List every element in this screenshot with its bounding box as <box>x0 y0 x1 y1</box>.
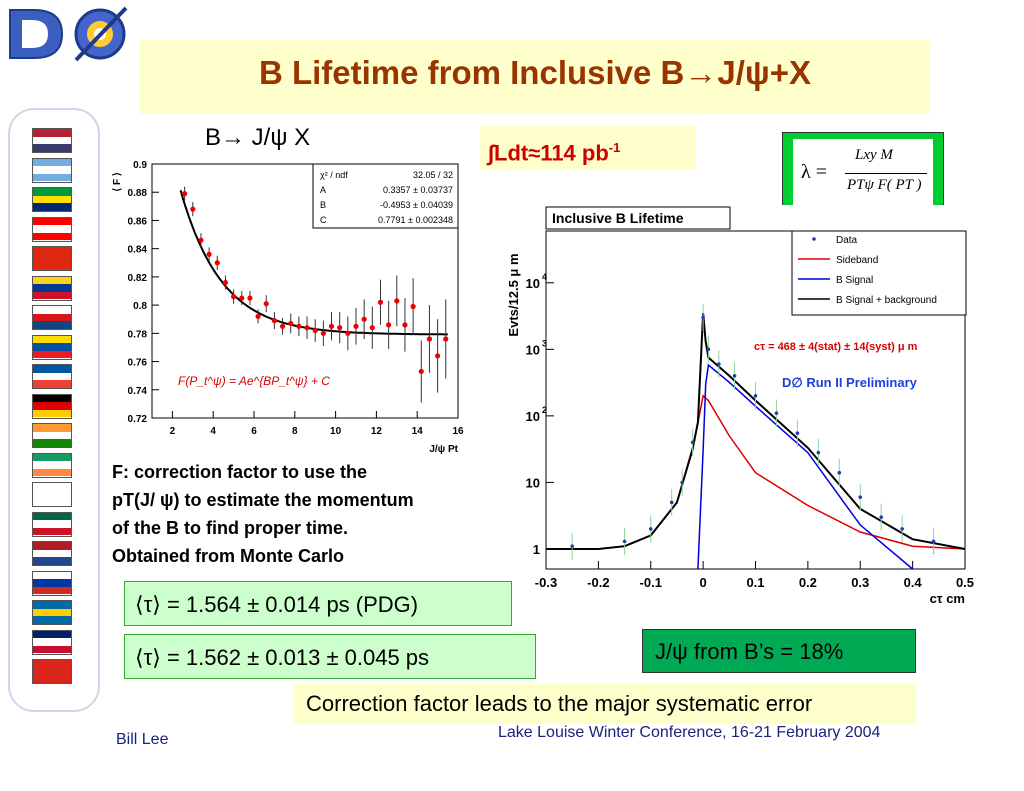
y-tick-label: 0.86 <box>127 216 147 228</box>
title-banner <box>140 40 930 114</box>
x-tick-label: 0.2 <box>798 575 817 590</box>
data-point <box>304 325 309 330</box>
formula-numerator: Lxy M <box>855 147 893 163</box>
flag-stripe <box>33 343 71 351</box>
y-tick-label: 0.74 <box>127 385 147 397</box>
luminosity-box <box>480 126 696 170</box>
y-tick-label: 0.88 <box>127 188 147 200</box>
data-point <box>900 527 904 531</box>
flag-stripe <box>33 336 71 344</box>
correction-note <box>112 458 512 570</box>
legend-label: Data <box>836 235 858 246</box>
flag-stripe <box>33 528 71 536</box>
flag-stripe <box>33 542 71 550</box>
flag-stripe <box>33 616 71 624</box>
data-point <box>198 238 203 243</box>
flag-stripe <box>33 550 71 558</box>
measured-lifetime-box: ⟨τ⟩ = 1.562 ± 0.013 ± 0.045 ps <box>124 634 536 679</box>
data-point <box>796 431 800 435</box>
note-line: of the B to find proper time. <box>112 518 348 538</box>
argentina-flag <box>32 158 72 183</box>
data-point <box>370 325 375 330</box>
data-point <box>717 362 721 366</box>
formula-lhs: λ = <box>801 161 827 183</box>
data-point <box>701 316 705 320</box>
y-tick-label: 10 <box>525 475 540 491</box>
stat-value: 0.3357 ± 0.03737 <box>382 185 453 195</box>
formula-denominator: PTψ F( PT ) <box>847 177 922 193</box>
mexico-flag <box>32 512 72 537</box>
data-point <box>443 336 448 341</box>
flag-stripe <box>33 129 71 137</box>
lifetime-result-annotation: cτ = 468 ± 4(stat) ± 14(syst) μ m <box>754 341 918 353</box>
reaction-label: B→ J/ψ X <box>205 124 311 151</box>
colombia-flag <box>32 276 72 301</box>
flag-stripe <box>33 373 71 381</box>
stat-name: C <box>320 215 327 225</box>
y-tick-label: 0.72 <box>127 414 147 425</box>
data-point <box>879 515 883 519</box>
flag-stripe <box>33 306 71 314</box>
y-tick-exponent: 3 <box>542 338 548 349</box>
flag-stripe <box>33 233 71 241</box>
stat-name: χ² / ndf <box>320 170 348 180</box>
y-tick-label: 10 <box>525 342 540 358</box>
data-point <box>231 294 236 299</box>
flag-sidebar <box>8 108 100 712</box>
data-point <box>707 348 711 352</box>
note-line: pT(J/ ψ) to estimate the momentum <box>112 490 414 510</box>
y-axis-label: Evts/12.5 μ m <box>506 253 521 337</box>
x-tick-label: 2 <box>169 426 176 437</box>
luminosity-exponent: -1 <box>608 140 621 155</box>
data-point <box>345 331 350 336</box>
flag-stripe <box>33 461 71 469</box>
data-point <box>255 314 260 319</box>
data-point <box>329 324 334 329</box>
legend-marker <box>812 237 816 241</box>
preliminary-label: D∅ Run II Preliminary <box>782 375 917 390</box>
stat-value: -0.4953 ± 0.04039 <box>380 200 453 210</box>
uk-flag <box>32 630 72 655</box>
flag-stripe <box>33 483 71 491</box>
x-tick-label: 0.5 <box>955 575 975 590</box>
data-point <box>858 495 862 499</box>
data-point <box>733 374 737 378</box>
flag-stripe <box>33 262 71 270</box>
data-point <box>239 295 244 300</box>
y-tick-label: 0.9 <box>133 160 147 171</box>
flag-stripe <box>33 321 71 329</box>
flag-stripe <box>33 660 71 668</box>
data-point <box>817 451 821 455</box>
note-line: Obtained from Monte Carlo <box>112 546 345 566</box>
flag-stripe <box>33 572 71 580</box>
data-point <box>272 318 277 323</box>
india-flag <box>32 423 72 448</box>
pdg-lifetime-box: ⟨τ⟩ = 1.564 ± 0.014 ps (PDG) <box>124 581 512 626</box>
data-point <box>353 324 358 329</box>
chart1-stats-box <box>313 164 458 228</box>
flag-stripe <box>33 218 71 226</box>
x-tick-label: 0.1 <box>746 575 765 590</box>
systematic-note-box: Correction factor leads to the major systematic error <box>294 684 916 724</box>
flag-stripe <box>33 174 71 182</box>
flag-stripe <box>33 631 71 639</box>
data-point <box>313 328 318 333</box>
x-tick-label: 16 <box>452 426 464 437</box>
y-tick-label: 0.76 <box>127 357 147 369</box>
flag-stripe <box>33 513 71 521</box>
flag-stripe <box>33 579 71 587</box>
flag-stripe <box>33 469 71 477</box>
flag-stripe <box>33 410 71 418</box>
flag-stripe <box>33 380 71 388</box>
flag-stripe <box>33 144 71 152</box>
formula-panel <box>793 139 933 207</box>
y-tick-label: 10 <box>525 408 540 424</box>
flag-stripe <box>33 365 71 373</box>
data-point <box>394 298 399 303</box>
correction-factor-chart <box>108 152 472 458</box>
formula-box <box>782 132 944 214</box>
usa-flag <box>32 128 72 153</box>
flag-stripe <box>33 247 71 255</box>
flag-stripe <box>33 454 71 462</box>
flag-stripe <box>33 601 71 609</box>
data-point <box>362 317 367 322</box>
flag-stripe <box>33 225 71 233</box>
flag-stripe <box>33 351 71 359</box>
x-tick-label: 6 <box>251 426 257 437</box>
data-point <box>280 324 285 329</box>
data-point <box>427 336 432 341</box>
flag-stripe <box>33 137 71 145</box>
y-tick-label: 0.84 <box>127 244 147 256</box>
flag-stripe <box>33 439 71 447</box>
conference-name: Lake Louise Winter Conference, 16-21 February 2004 <box>498 724 881 741</box>
x-axis-label: J/ψ Pt <box>429 444 458 455</box>
data-point <box>207 252 212 257</box>
x-tick-label: 10 <box>330 426 342 437</box>
y-axis-label: ⟨ F ⟩ <box>112 172 123 192</box>
vietnam-flag <box>32 659 72 684</box>
lifetime-chart <box>500 205 990 605</box>
flag-stripe <box>33 395 71 403</box>
x-axis-label: cτ cm <box>929 591 965 605</box>
sweden-flag <box>32 600 72 625</box>
flag-stripe <box>33 675 71 683</box>
brazil-flag <box>32 187 72 212</box>
x-tick-label: 0.4 <box>903 575 922 590</box>
data-point <box>247 295 252 300</box>
data-point <box>402 322 407 327</box>
legend-label: Sideband <box>836 255 879 266</box>
france-flag <box>32 364 72 389</box>
jpsi-fraction-box: J/ψ from B’s = 18% <box>642 629 916 673</box>
x-tick-label: 14 <box>411 426 423 437</box>
flag-stripe <box>33 277 71 285</box>
y-tick-exponent: 4 <box>542 271 548 282</box>
data-point <box>623 540 627 544</box>
flag-stripe <box>33 292 71 300</box>
chart2-legend <box>792 231 966 315</box>
data-point <box>321 331 326 336</box>
flag-stripe <box>33 402 71 410</box>
luminosity-text: ∫Ldt≈114 pb <box>488 140 609 166</box>
data-point <box>670 501 674 505</box>
data-point <box>215 260 220 265</box>
flag-stripe <box>33 646 71 654</box>
y-tick-label: 1 <box>532 541 540 557</box>
data-point <box>386 322 391 327</box>
data-point <box>932 540 936 544</box>
data-point <box>378 300 383 305</box>
netherlands-flag <box>32 541 72 566</box>
flag-stripe <box>33 203 71 211</box>
flag-stripe <box>33 609 71 617</box>
flag-stripe <box>33 255 71 263</box>
flag-stripe <box>33 196 71 204</box>
note-line: F: correction factor to use the <box>112 462 368 482</box>
flag-stripe <box>33 314 71 322</box>
x-tick-label: 0.3 <box>851 575 870 590</box>
data-point <box>182 191 187 196</box>
flag-stripe <box>33 498 71 506</box>
x-tick-label: 8 <box>292 426 298 437</box>
flag-stripe <box>33 491 71 499</box>
stat-value: 32.05 / 32 <box>412 170 453 180</box>
author-name: Bill Lee <box>116 731 169 748</box>
data-point <box>570 544 574 548</box>
d0-logo <box>4 2 136 66</box>
data-point <box>288 321 293 326</box>
ireland-flag <box>32 453 72 478</box>
data-point <box>190 207 195 212</box>
x-tick-label: -0.1 <box>639 575 662 590</box>
data-point <box>435 353 440 358</box>
flag-stripe <box>33 587 71 595</box>
ecuador-flag <box>32 335 72 360</box>
data-point <box>264 301 269 306</box>
x-tick-label: -0.3 <box>534 575 558 590</box>
data-point <box>775 411 779 415</box>
data-point <box>296 324 301 329</box>
flag-stripe <box>33 557 71 565</box>
legend-label: B Signal + background <box>836 295 937 306</box>
flag-stripe <box>33 432 71 440</box>
data-point <box>691 441 695 445</box>
stat-name: B <box>320 200 327 210</box>
czech-flag <box>32 305 72 330</box>
germany-flag <box>32 394 72 419</box>
y-tick-label: 0.78 <box>127 329 147 341</box>
data-point <box>337 325 342 330</box>
korea-flag <box>32 482 72 507</box>
flag-stripe <box>33 159 71 167</box>
china-flag <box>32 246 72 271</box>
formula-fraction-bar <box>845 173 927 174</box>
stat-value: 0.7791 ± 0.002348 <box>377 215 453 225</box>
data-point <box>838 471 842 475</box>
stat-name: A <box>320 185 327 195</box>
x-tick-label: -0.2 <box>587 575 610 590</box>
flag-stripe <box>33 638 71 646</box>
russia-flag <box>32 571 72 596</box>
fit-formula-label: F(P_t^ψ) = Ae^{BP_t^ψ} + C <box>178 374 330 388</box>
y-tick-label: 0.82 <box>127 272 147 284</box>
chart2-title: Inclusive B Lifetime <box>552 210 684 226</box>
x-tick-label: 4 <box>210 426 216 437</box>
d0-logo-graphic <box>4 2 136 66</box>
data-point <box>223 280 228 285</box>
flag-stripe <box>33 668 71 676</box>
data-point <box>649 527 653 531</box>
flag-stripe <box>33 424 71 432</box>
data-point <box>754 394 758 398</box>
data-point <box>411 304 416 309</box>
y-tick-label: 10 <box>525 275 540 291</box>
flag-stripe <box>33 188 71 196</box>
data-point <box>419 369 424 374</box>
flag-stripe <box>33 284 71 292</box>
flag-stripe <box>33 520 71 528</box>
y-tick-exponent: 2 <box>542 404 548 415</box>
legend-label: B Signal <box>836 275 874 286</box>
y-tick-label: 0.8 <box>133 301 147 313</box>
x-tick-label: 0 <box>699 575 707 590</box>
slide-title: B Lifetime from Inclusive B→J/ψ+X <box>258 54 812 91</box>
data-point <box>680 481 684 485</box>
x-tick-label: 12 <box>370 426 382 437</box>
flag-stripe <box>33 166 71 174</box>
canada-flag <box>32 217 72 242</box>
